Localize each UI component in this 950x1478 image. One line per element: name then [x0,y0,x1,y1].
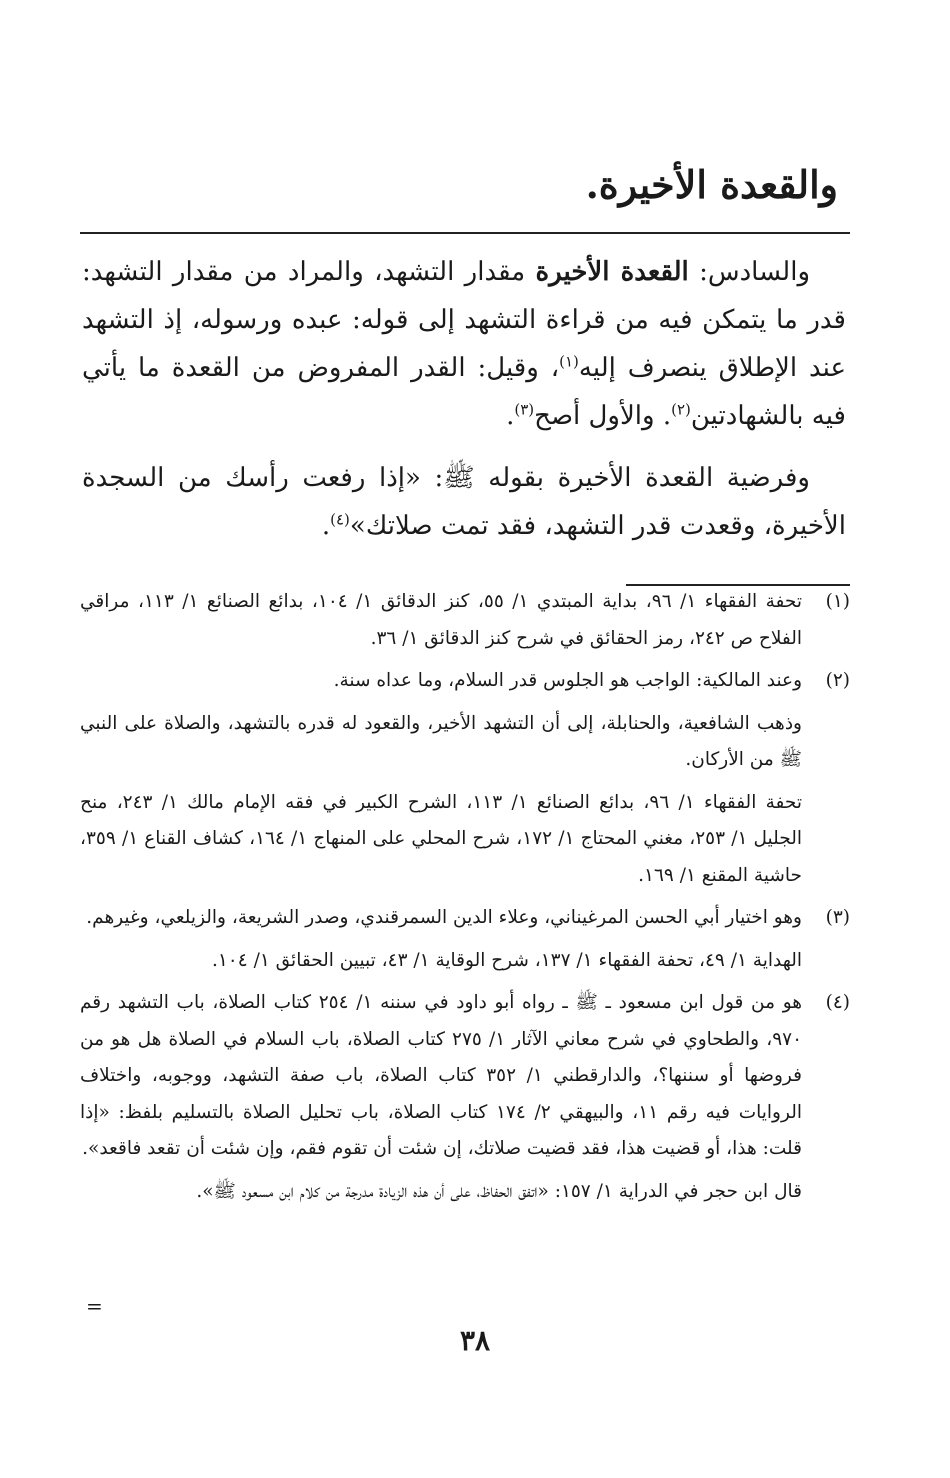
main-text [82,248,846,564]
footnote-ref-1[interactable]: (١) [559,352,579,371]
footnote-text: تحفة الفقهاء ١/ ٩٦، بدائع الصنائع ١/ ١١٣، الشرح الكبير في فقه الإمام مالك ١/ ٢٤٣، منح الجليل ١/ ٢٥٣، مغني المحتاج ١/ ١٧٢، شرح المحلي على المنهاج ١/ ١٦٤، كشاف القناع ١/ ٣٥٩، حاشية المقنع ١/ ١٦٩. [80,791,802,886]
footnote-text: تحفة الفقهاء ١/ ٩٦، بداية المبتدي ١/ ٥٥، كنز الدقائق ١/ ١٠٤، بدائع الصنائع ١/ ١١٣، مراقي الفلاح ص ٢٤٢، رمز الحقائق في شرح كنز الدقائق ١/ ٣٦. [80,591,802,649]
footnote-text: وذهب الشافعية، والحنابلة، إلى أن التشهد الأخير، والقعود له قدره بالتشهد، والصلاة على النبي ﷺ من الأركان. [80,712,802,770]
footnote-text: وعند المالكية: الواجب هو الجلوس قدر السلام، وما عداه سنة. [333,670,802,691]
p1-mid: ، وقيل: القدر المفروض من القعدة ما يأتي فيه بالشهادتين [82,353,846,431]
footnote-text: الهداية ١/ ٤٩، تحفة الفقهاء ١/ ١٣٧، شرح الوقاية ١/ ٤٣، تبيين الحقائق ١/ ١٠٤. [211,949,802,971]
p1-text: مقدار التشهد، والمراد من مقدار التشهد: قدر ما يتمكن فيه من قراءة التشهد إلى قوله: عبده ورسوله، إذ التشهد عند الإطلاق ينصرف إليه [82,257,847,383]
footnote-ref-4[interactable]: (٤) [330,510,350,529]
footnote-number: (٤) [825,992,850,1013]
main-paragraph-2 [82,454,846,550]
footnote-number: (٢) [825,670,850,691]
footnote-number: (١) [825,591,850,612]
continuation-mark: = [86,1294,103,1318]
p2-text: وفرضية القعدة الأخيرة بقوله ﷺ: «إذا رفعت رأسك من السجدة الأخيرة، وقعدت قدر التشهد، فقد تمت صلاتك» [82,463,846,541]
footnote-text: وهو اختيار أبي الحسن المرغيناني، وعلاء الدين السمرقندي، وصدر الشريعة، والزيلعي، وغيرهم. [86,907,802,928]
footnote-1 [80,584,850,657]
footnote-ref-3[interactable]: (٣) [514,400,535,419]
footnote-text: قال ابن حجر في الدراية ١/ ١٥٧: «اتفق الحفاظ، على أن هذه الزيادة مدرجة من كلام ابن مسعود ﷺ». [196,1180,802,1202]
section-title: والقعدة الأخيرة. [585,162,838,207]
footnote-number: (٣) [825,907,850,928]
p1-bold-term: القعدة الأخيرة [535,257,689,287]
footnote-text: هو من قول ابن مسعود ـ ﷺ ـ رواه أبو داود في سننه ١/ ٢٥٤ كتاب الصلاة، باب التشهد رقم ٩٧٠، والطحاوي في شرح معاني الآثار ١/ ٢٧٥ كتاب الصلاة، باب السلام في الصلاة هل هو من فروضها أو سننها؟، والدارقطني ١/ ٣٥٢ كتاب الصلاة، باب صفة التشهد، ووجوبه، واختلاف الروايات فيه رقم ١١، والبيهقي ٢/ ١٧٤ كتاب الصلاة، باب تحليل الصلاة بالتسليم بلفظ: «إذا قلت: هذا، أو قضيت هذا، فقد قضيت صلاتك، إن شئت أن تقوم فقم، وإن شئت أن تقعد فاقعد». [80,992,803,1159]
p1-end: . [506,401,515,431]
page-number: ٣٨ [459,1324,491,1357]
footnotes [80,584,850,1216]
main-paragraph-1 [82,248,846,440]
p1-intro: والسادس: [688,257,810,287]
p2-end: . [321,511,331,541]
footnote-3 [80,900,850,979]
footnote-2 [80,663,850,894]
p1-mid2: . والأول أصح [534,401,672,431]
footnote-4 [80,985,850,1210]
footnote-ref-2[interactable]: (٢) [671,400,691,419]
top-divider [80,232,850,234]
